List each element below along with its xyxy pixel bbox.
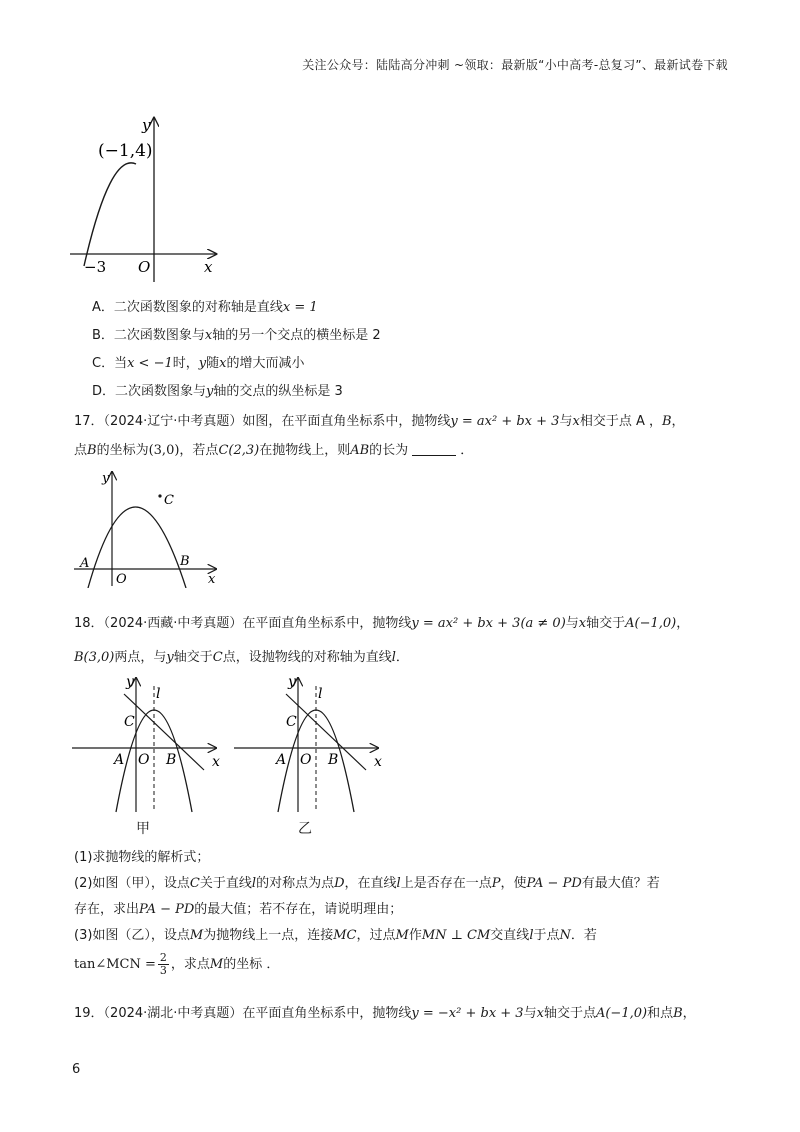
caption-jia: 甲 xyxy=(136,821,150,837)
answer-blank xyxy=(412,455,456,456)
caption-yi: 乙 xyxy=(298,821,312,837)
y-axis-label: y xyxy=(142,116,151,134)
page-header: 关注公众号：陆陆高分冲刺 ~领取：最新版“小中高考-总复习”、最新试卷下载 xyxy=(302,58,728,72)
vertex-label: (−1,4) xyxy=(98,141,153,161)
a-label: A xyxy=(114,752,125,768)
option-c[interactable]: C．当x < −1时，y随x的增大而减小 xyxy=(92,356,305,371)
b-label: B xyxy=(328,752,339,768)
o-label: O xyxy=(138,752,150,768)
figure-q17 xyxy=(74,466,224,588)
minus3-label: −3 xyxy=(84,258,107,276)
x-label: x xyxy=(208,572,216,587)
q17-line1: 17．（2024·辽宁·中考真题）如图，在平面直角坐标系中，抛物线y = ax² + bx + 3与x相交于点 A ，B， xyxy=(74,414,685,429)
l-label: l xyxy=(318,686,323,702)
c-label: C xyxy=(164,493,174,508)
option-d[interactable]: D．二次函数图象与y轴的交点的纵坐标是 3 xyxy=(92,384,343,399)
parabola-curve xyxy=(88,507,186,588)
a-label: A xyxy=(276,752,287,768)
l-label: l xyxy=(156,686,161,702)
figure-q18-yi xyxy=(232,672,384,814)
x-axis-label: x xyxy=(204,258,213,276)
y-label: y xyxy=(288,674,296,690)
q18-sub1: (1)求抛物线的解析式； xyxy=(74,850,210,865)
c-label: C xyxy=(124,714,135,730)
point-c xyxy=(158,494,161,497)
q18-sub3-line2: tan∠MCN = $\frac{2}{3}$ ，求点M的坐标 ． xyxy=(74,951,280,977)
option-a[interactable]: A．二次函数图象的对称轴是直线x = 1 xyxy=(92,300,318,315)
figure-q18-jia xyxy=(70,672,222,814)
q19-line1: 19．（2024·湖北·中考真题）在平面直角坐标系中，抛物线y = −x² + bx + 3与x轴交于点A(−1,0)和点B， xyxy=(74,1006,696,1021)
a-label: A xyxy=(80,556,90,571)
x-label: x xyxy=(374,754,382,770)
q18-line2: B(3,0)两点，与y轴交于C点，设抛物线的对称轴为直线l． xyxy=(74,650,409,665)
b-label: B xyxy=(180,554,190,569)
y-label: y xyxy=(126,674,134,690)
q18-line1: 18．（2024·西藏·中考真题）在平面直角坐标系中，抛物线y = ax² + bx + 3(a ≠ 0)与x轴交于A(−1,0)， xyxy=(74,616,690,631)
b-label: B xyxy=(166,752,177,768)
origin-label: O xyxy=(116,572,127,587)
o-label: O xyxy=(300,752,312,768)
c-label: C xyxy=(286,714,297,730)
q18-sub2-line2: 存在，求出PA − PD的最大值；若不存在，请说明理由； xyxy=(74,902,403,917)
page-number: 6 xyxy=(72,1062,81,1077)
origin-label: O xyxy=(138,258,151,276)
parabola-curve xyxy=(84,163,136,266)
option-b[interactable]: B．二次函数图象与x轴的另一个交点的横坐标是 2 xyxy=(92,328,381,343)
y-label: y xyxy=(102,471,110,486)
x-label: x xyxy=(212,754,220,770)
fraction-two-thirds: $\frac{2}{3}$ xyxy=(159,951,167,977)
figure-parabola-vertex xyxy=(70,112,230,282)
q18-sub2-line1: (2)如图（甲），设点C关于直线l的对称点为点D，在直线l上是否存在一点P，使PA − PD有最大值？若 xyxy=(74,876,660,891)
q18-sub3-line1: (3)如图（乙），设点M为抛物线上一点，连接MC，过点M作MN ⊥ CM交直线l于点N．若 xyxy=(74,928,597,943)
q17-line2: 点B的坐标为(3,0)，若点C(2,3)在抛物线上，则AB的长为 ． xyxy=(74,443,474,458)
